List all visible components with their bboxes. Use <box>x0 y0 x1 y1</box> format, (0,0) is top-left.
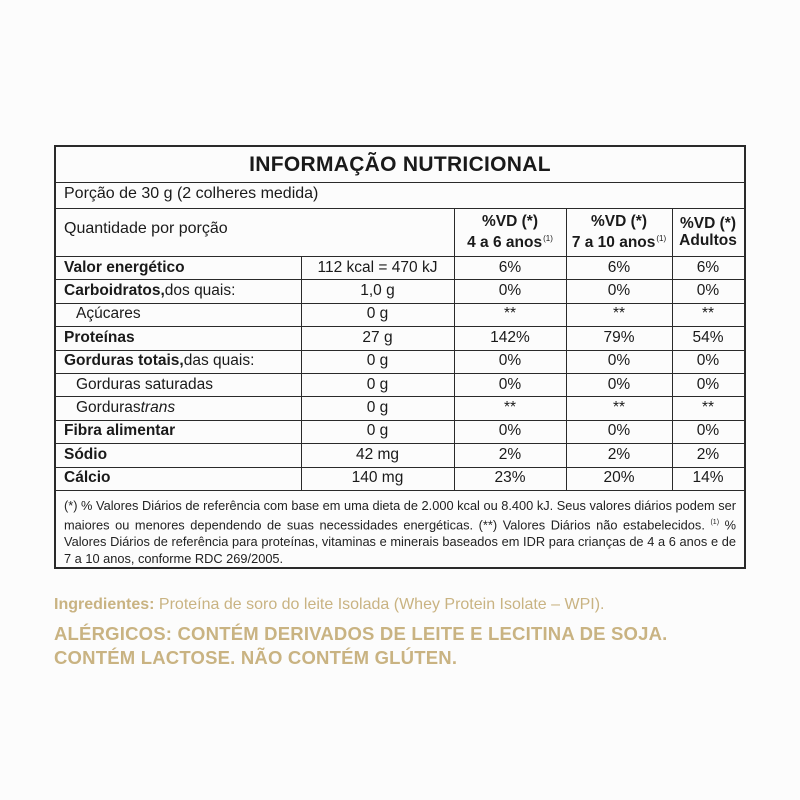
nutrient-label-italic: trans <box>140 399 176 417</box>
nutrient-name <box>76 396 175 419</box>
nutrient-name <box>76 303 141 326</box>
nutrient-name <box>64 350 254 373</box>
nutrient-label: Sódio <box>64 445 108 463</box>
footnote-superscript: (1) <box>710 519 720 526</box>
nutrient-amount: 112 kcal = 470 kJ <box>317 258 438 276</box>
vd-value: 0% <box>696 282 720 300</box>
nutrient-amount: 0 g <box>366 352 389 370</box>
nutrient-label: Gorduras <box>76 399 141 417</box>
quantity-header: Quantidade por porção <box>64 220 228 237</box>
vd-value: 0% <box>498 375 522 393</box>
nutrient-label: Proteínas <box>64 328 135 346</box>
nutrient-label: Valor energético <box>64 258 185 276</box>
vd-value: 14% <box>692 469 724 487</box>
divider <box>566 208 567 256</box>
ingredients-label: Ingredientes: <box>54 596 155 613</box>
vd-value: 2% <box>696 445 720 463</box>
vd-value: ** <box>503 305 517 323</box>
vd-value: 6% <box>696 258 720 276</box>
vd-value: 23% <box>494 469 526 487</box>
divider <box>672 256 673 490</box>
vd-value: 0% <box>696 422 720 440</box>
vd-column-header <box>672 208 744 256</box>
nutrient-name <box>76 373 213 396</box>
vd-header-line2: Adultos <box>679 232 737 249</box>
vd-column-header <box>454 208 566 256</box>
allergen-line-2: CONTÉM LACTOSE. NÃO CONTÉM GLÚTEN. <box>54 647 458 668</box>
vd-header-superscript: (1) <box>656 233 667 243</box>
nutrient-amount: 0 g <box>366 375 389 393</box>
vd-value: ** <box>612 305 626 323</box>
vd-value: 0% <box>696 352 720 370</box>
nutrient-label: Gorduras saturadas <box>76 375 213 393</box>
divider <box>566 256 567 490</box>
footnote <box>64 497 736 567</box>
nutrient-amount: 42 mg <box>355 445 400 463</box>
vd-value: 79% <box>603 328 635 346</box>
nutrient-amount: 140 mg <box>351 469 404 487</box>
allergen-warning <box>54 622 754 670</box>
vd-value: 0% <box>607 422 631 440</box>
table-title: INFORMAÇÃO NUTRICIONAL <box>249 153 551 176</box>
divider <box>301 256 302 490</box>
vd-value: 20% <box>603 469 635 487</box>
vd-value: ** <box>612 399 626 417</box>
nutrient-label: Cálcio <box>64 469 111 487</box>
vd-value: 54% <box>692 328 724 346</box>
nutrient-amount: 0 g <box>366 305 389 323</box>
nutrient-amount: 0 g <box>366 422 389 440</box>
vd-value: 0% <box>607 282 631 300</box>
vd-value: 2% <box>498 445 522 463</box>
portion-size: Porção de 30 g (2 colheres medida) <box>64 185 319 202</box>
nutrient-name <box>64 443 107 466</box>
vd-value: 0% <box>498 422 522 440</box>
vd-value: ** <box>503 399 517 417</box>
nutrient-amount: 0 g <box>366 399 389 417</box>
nutrient-amount: 27 g <box>362 328 393 346</box>
vd-value: 6% <box>498 258 522 276</box>
ingredients-text: Proteína de soro do leite Isolada (Whey Protein Isolate – WPI). <box>154 596 605 613</box>
nutrient-label-suffix: das quais: <box>183 352 255 370</box>
nutrient-name <box>64 420 175 443</box>
vd-value: 0% <box>498 352 522 370</box>
vd-value: 0% <box>607 375 631 393</box>
vd-value: ** <box>701 305 715 323</box>
vd-value: 0% <box>607 352 631 370</box>
divider <box>56 490 744 491</box>
vd-value: 2% <box>607 445 631 463</box>
vd-header-superscript: (1) <box>543 233 553 243</box>
nutrient-name <box>64 279 235 302</box>
divider <box>454 256 455 490</box>
vd-value: ** <box>701 399 715 417</box>
nutrient-label: Fibra alimentar <box>64 422 176 440</box>
nutrient-label: Açúcares <box>76 305 141 323</box>
vd-header-line1: %VD (*) <box>482 212 538 230</box>
nutrient-label-suffix: dos quais: <box>164 282 236 300</box>
nutrient-label: Carboidratos, <box>64 282 165 300</box>
vd-value: 6% <box>607 258 631 276</box>
divider <box>672 208 673 256</box>
divider <box>454 208 455 256</box>
vd-header-line1: %VD (*) <box>680 215 736 232</box>
nutrition-facts-table <box>54 145 746 569</box>
vd-value: 0% <box>696 375 720 393</box>
nutrient-amount: 1,0 g <box>360 282 395 300</box>
nutrient-name <box>64 467 111 490</box>
vd-header-line2: 4 a 6 anos$^{(1)}$ <box>467 233 553 252</box>
nutrient-name <box>64 256 185 279</box>
vd-header-line2: 7 a 10 anos$^{(1)}$ <box>571 233 667 252</box>
nutrient-label: Gorduras totais, <box>64 352 184 370</box>
vd-header-line1: %VD (*) <box>591 212 647 230</box>
vd-column-header <box>566 208 672 256</box>
allergen-line-1: ALÉRGICOS: CONTÉM DERIVADOS DE LEITE E LECITINA DE SOJA. <box>54 623 668 644</box>
vd-value: 142% <box>490 328 530 346</box>
footnote-text-2: % Valores Diários de referência para proteínas, vitaminas e minerais baseados em IDR para crianças de 4 a 6 anos e de 7 a 10 anos, conforme RDC 269/2005. <box>64 517 736 567</box>
vd-value: 0% <box>498 282 522 300</box>
ingredients-line <box>54 596 604 614</box>
footnote-text: (*) % Valores Diários de referência com base em uma dieta de 2.000 kcal ou 8.400 kJ. Seus valores diários podem ser maiores ou menores dependendo de suas necessidades energéticas. (**) Valores Diários não estabelecidos. <box>64 498 736 533</box>
nutrient-name <box>64 326 135 349</box>
